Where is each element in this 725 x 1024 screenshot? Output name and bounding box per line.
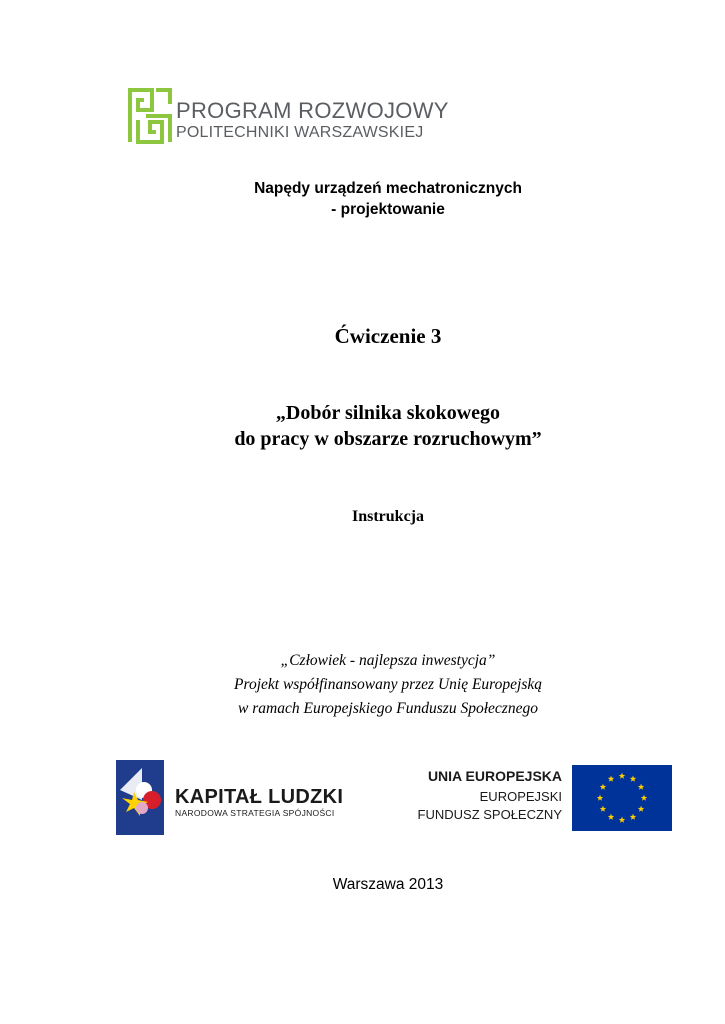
motto-line-3: w ramach Europejskiego Funduszu Społecznego xyxy=(238,700,538,717)
course-title-line-1: Napędy urządzeń mechatronicznych xyxy=(254,180,522,197)
exercise-heading: Ćwiczenie 3 xyxy=(334,324,442,348)
motto-line-1: „Człowiek - najlepsza inwestycja” xyxy=(280,652,496,669)
document-title-line-2: do pracy w obszarze rozruchowym” xyxy=(234,428,542,450)
eu-flag-icon xyxy=(572,765,672,831)
kapital-ludzki-logo-icon xyxy=(112,760,170,835)
logo-line-1: PROGRAM ROZWOJOWY xyxy=(176,98,449,123)
logo-line-2: POLITECHNIKI WARSZAWSKIEJ xyxy=(176,124,424,141)
place-and-year: Warszawa 2013 xyxy=(332,876,444,893)
instruction-label: Instrukcja xyxy=(351,508,424,525)
kapital-ludzki-title: KAPITAŁ LUDZKI xyxy=(175,786,344,808)
eu-line-1: UNIA EUROPEJSKA xyxy=(427,768,562,784)
eu-line-2: EUROPEJSKI xyxy=(479,789,562,804)
pw-program-logo-icon xyxy=(126,86,174,144)
course-title-line-2: - projektowanie xyxy=(331,201,445,218)
document-title-line-1: „Dobór silnika skokowego xyxy=(275,402,501,424)
eu-line-3: FUNDUSZ SPOŁECZNY xyxy=(417,807,562,822)
eu-flag xyxy=(572,765,672,831)
motto-line-2: Projekt współfinansowany przez Unię Europejską xyxy=(234,676,542,693)
kapital-ludzki-subtitle: NARODOWA STRATEGIA SPÓJNOŚCI xyxy=(175,808,335,818)
